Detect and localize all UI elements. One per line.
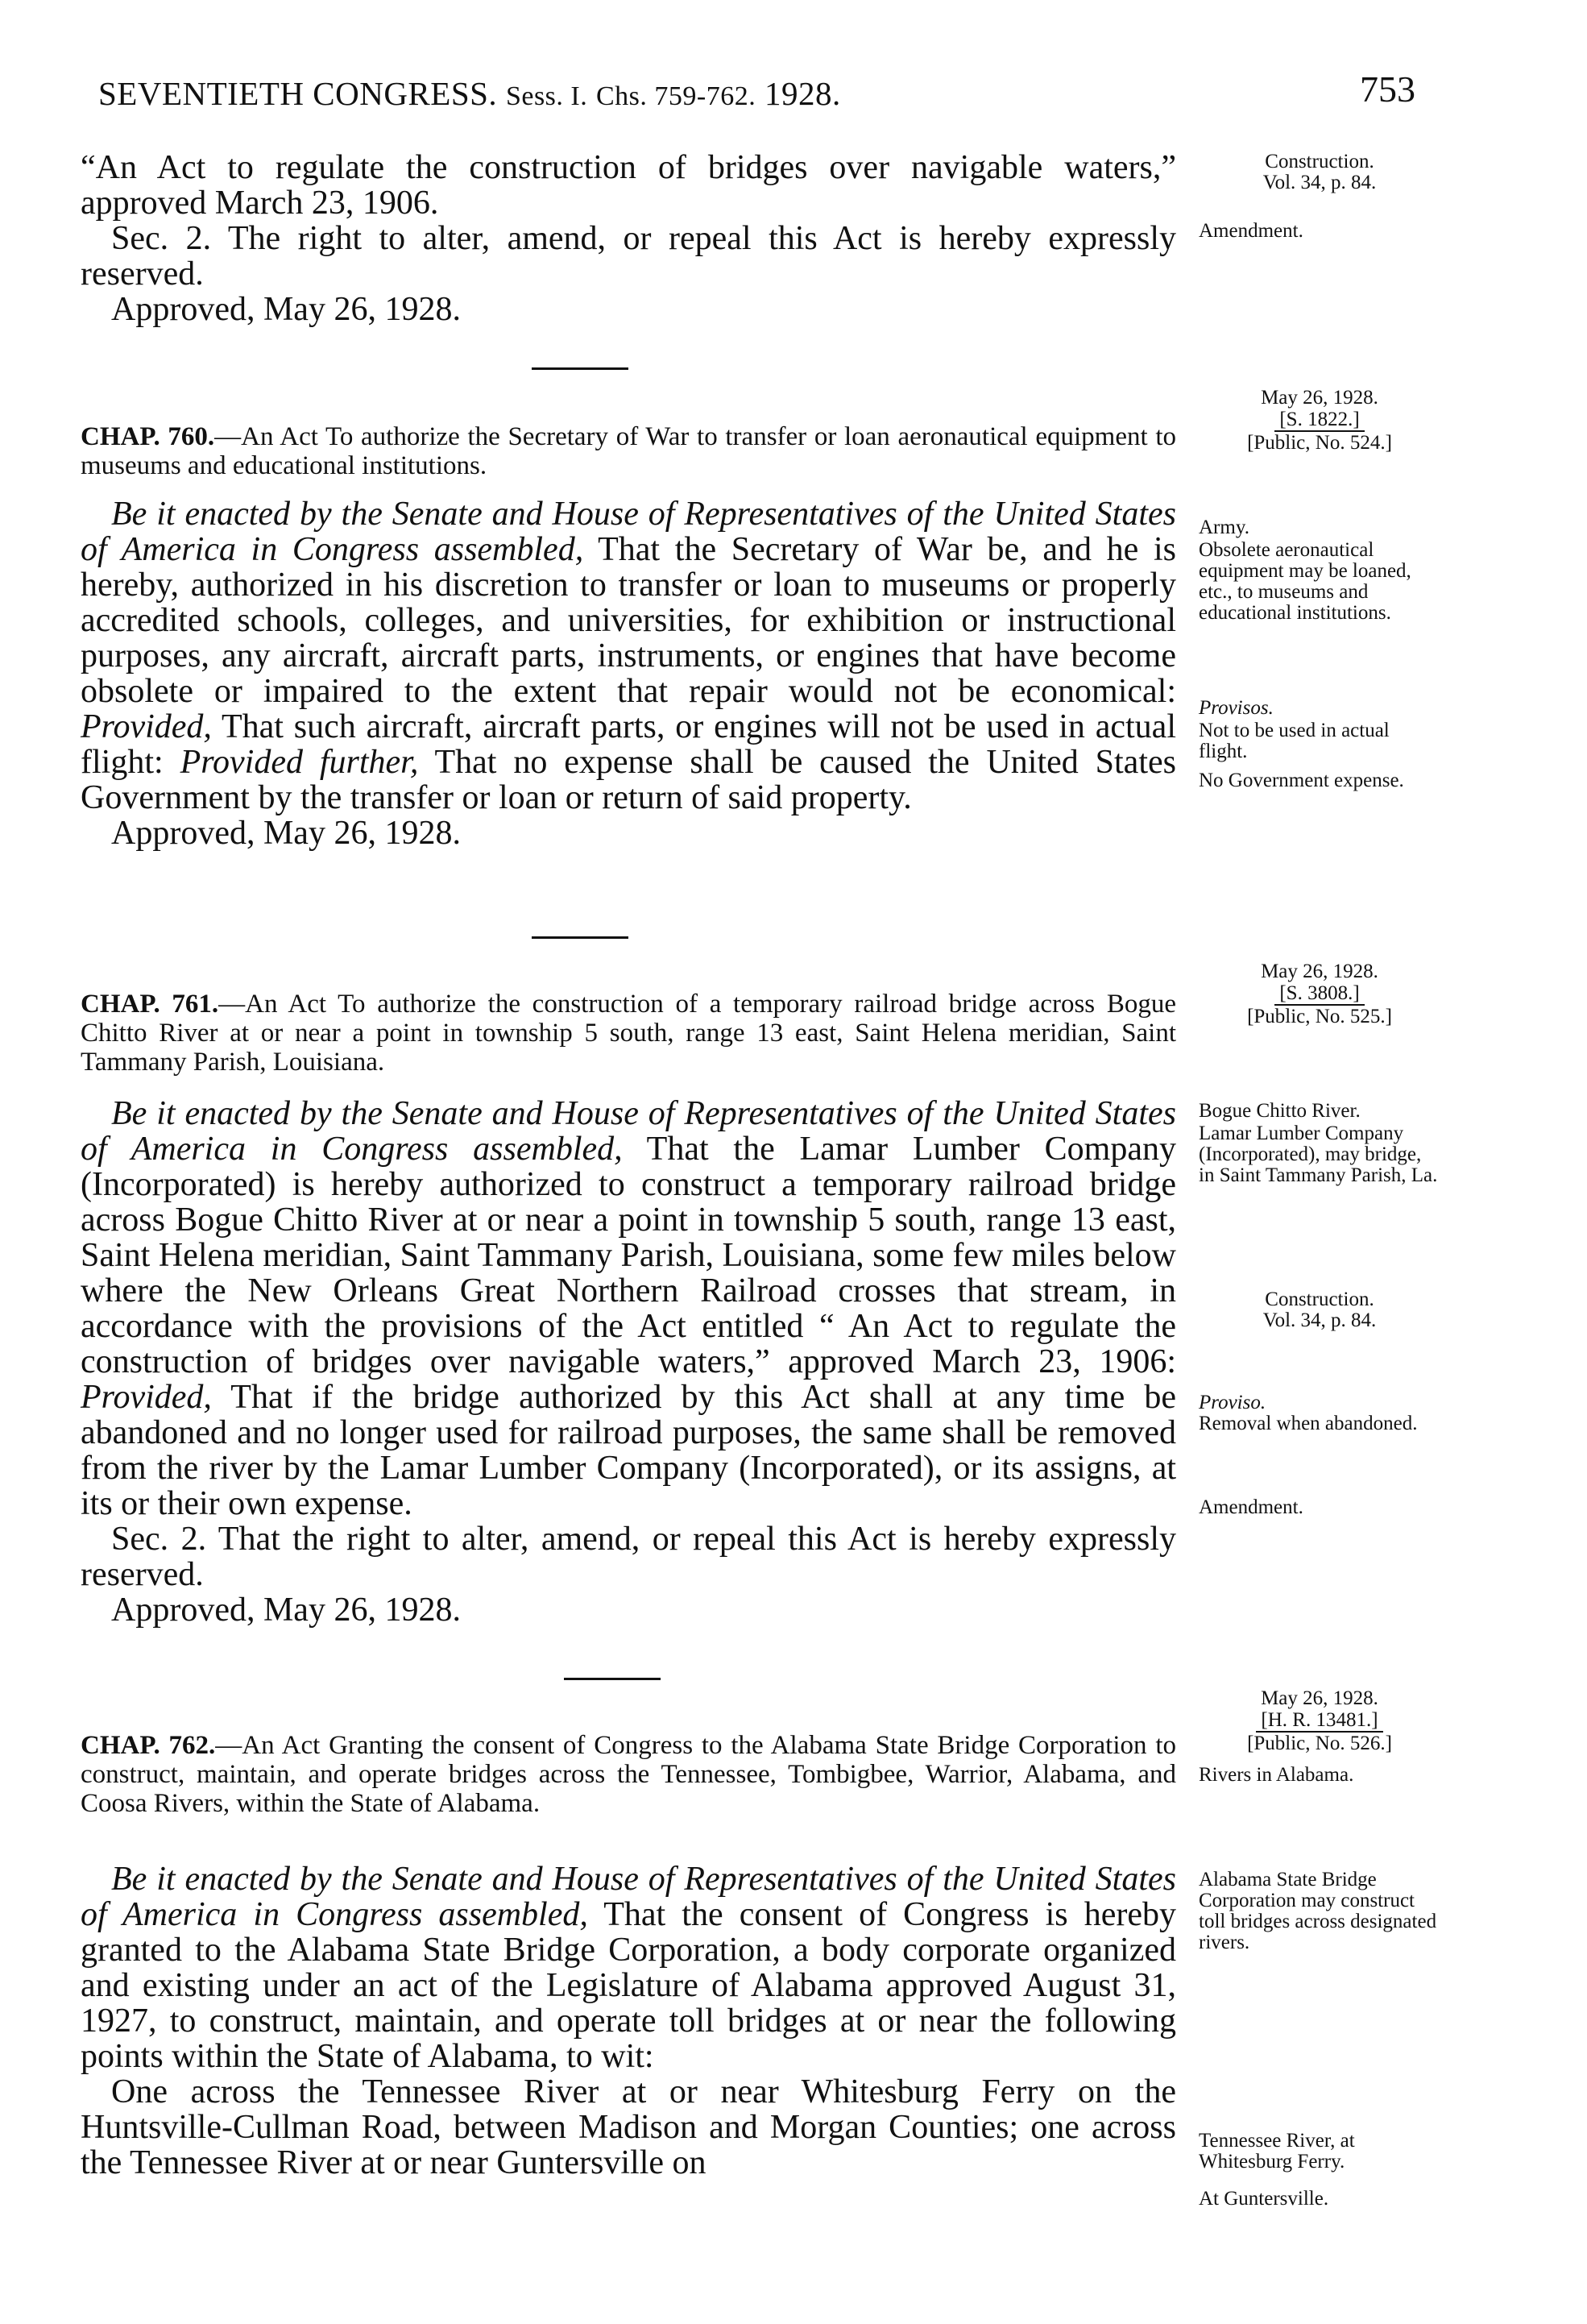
chap760-proviso-2: Provided further, — [180, 744, 419, 781]
chap761-enacting: Be it enacted by the Senate and House of Representatives of the United States of America in Congress assembled, — [81, 1095, 1176, 1168]
note-rivers: Rivers in Alabama. — [1199, 1764, 1354, 1786]
chap760-body: Be it enacted by the Senate and House of Representatives of the United States of America in Congress assembled, That the Secretary of War be, and he is hereby, authorized in his discretion to transfer or loan to museums or properly accredited schools, colleges, and universities, for exhibition or instructional purposes, any aircraft, aircraft parts, instruments, or engines that have become obsolete or impaired to the extent that repair would not be economical: Provided, That such aircraft, aircraft parts, or engines will not be used in actual flight: Provided further, That no expense shall be caused the United States Government by the transfer or loan or return of said property. Approved, May 26, 1928. — [81, 496, 1177, 852]
note-bogue: Bogue Chitto River. — [1199, 1100, 1361, 1122]
note-amendment-2: Amendment. — [1199, 1496, 1303, 1518]
chap762-body2: One across the Tennessee River at or near Whitesburg Ferry on the Huntsville-Cullman Road, between Madison and Morgan Counties; one across the Tennessee River at or near Guntersville on — [81, 2073, 1176, 2181]
chap761-bill: [S. 3808.] — [1274, 982, 1364, 1006]
note-lamar: Lamar Lumber Company (Incorporated), may bridge, in Saint Tammany Parish, La. — [1199, 1123, 1438, 1186]
chap761-sec2: Sec. 2. That the right to alter, amend, or repeal this Act is hereby expressly reserved. — [81, 1521, 1176, 1593]
chap761-title: —An Act To authorize the construction of a temporary railroad bridge across Bogue Chitto River at or near a point in township 5 south, range 13 east, Saint Helena meridian, Saint Tammany Parish, Louisiana. — [81, 990, 1176, 1077]
header-chapters: Chs. 759-762. — [595, 81, 756, 111]
note-proviso: Proviso. — [1199, 1392, 1266, 1413]
chap761-approved: Approved, May 26, 1928. — [111, 1592, 461, 1629]
chap761-dateblock — [1199, 961, 1440, 1027]
chap760-date: May 26, 1928. — [1261, 387, 1378, 409]
note-construction-1: Construction. Vol. 34, p. 84. — [1262, 151, 1377, 193]
chap762-public: [Public, No. 526.] — [1247, 1733, 1392, 1754]
note-army: Army. — [1199, 517, 1249, 538]
chap760-proviso-1: Provided, — [81, 708, 212, 745]
chap760-dateblock — [1199, 387, 1440, 454]
chap760-enacting: Be it enacted by the Senate and House of Representatives of the United States of America in Congress assembled, — [81, 496, 1176, 568]
note-alabama-corp: Alabama State Bridge Corporation may construct toll bridges across designated rivers. — [1199, 1869, 1437, 1953]
chap762-label: CHAP. 762. — [81, 1731, 216, 1760]
section-divider — [564, 1678, 661, 1680]
chap760-bill: [S. 1822.] — [1274, 409, 1364, 432]
continuation-text: “An Act to regulate the construction of bridges over navigable waters,” approved March 23, 1906. — [81, 149, 1176, 222]
chap762-body: Be it enacted by the Senate and House of Representatives of the United States of America in Congress assembled, That the consent of Congress is hereby granted to the Alabama State Bridge Corporation, a body corporate organized and existing under an act of the Legislature of Alabama approved August 31, 1927, to construct, maintain, and operate toll bridges at or near the following points within the State of Alabama, to wit: One across the Tennessee River at or near Whitesburg Ferry on the Huntsville-Cullman Road, between Madison and Morgan Counties; one across the Tennessee River at or near Guntersville on — [81, 1861, 1176, 2181]
note-amendment-1: Amendment. — [1199, 220, 1303, 242]
chap761-date: May 26, 1928. — [1261, 961, 1378, 982]
chap762-dateblock — [1199, 1687, 1440, 1754]
running-header — [98, 74, 841, 113]
continuation-sec2: Sec. 2. The right to alter, amend, or repeal this Act is hereby expressly reserved. — [81, 220, 1176, 293]
continuation-block — [81, 150, 1176, 327]
chap761-public: [Public, No. 525.] — [1247, 1006, 1392, 1027]
note-no-expense: No Government expense. — [1199, 770, 1404, 791]
chap761-heading — [81, 990, 1176, 1077]
header-congress: SEVENTIETH CONGRESS. — [98, 75, 498, 112]
note-provisos: Provisos. — [1199, 697, 1274, 719]
header-session: Sess. I. — [505, 81, 588, 111]
chap761-label: CHAP. 761. — [81, 990, 219, 1019]
chap760-approved: Approved, May 26, 1928. — [111, 815, 461, 852]
chap761-body: Be it enacted by the Senate and House of Representatives of the United States of America in Congress assembled, That the Lamar Lumber Company (Incorporated) is hereby authorized to construct a temporary railroad bridge across Bogue Chitto River at or near a point in township 5 south, range 13 east, Saint Helena meridian, Saint Tammany Parish, Louisiana, some few miles below where the New Orleans Great Northern Railroad crosses that stream, in accordance with the provisions of the Act entitled “ An Act to regulate the construction of bridges over navigable waters,” approved March 23, 1906: Provided, That if the bridge authorized by this Act shall at any time be abandoned and no longer used for railroad purposes, the same shall be removed from the river by the Lamar Lumber Company (Incorporated), or its assigns, at its or their own expense. Sec. 2. That the right to alter, amend, or repeal this Act is hereby expressly reserved. Approved, May 26, 1928. — [81, 1095, 1176, 1629]
chap762-heading — [81, 1731, 1176, 1818]
chap762-date: May 26, 1928. — [1261, 1687, 1378, 1709]
chap762-title: —An Act Granting the consent of Congress to the Alabama State Bridge Corporation to construct, maintain, and operate bridges across the Tennessee, Tombigbee, Warrior, Alabama, and Coosa Rivers, within the State of Alabama. — [81, 1731, 1176, 1818]
note-not-used: Not to be used in actual flight. — [1199, 720, 1390, 762]
note-obsolete: Obsolete aeronautical equipment may be loaned, etc., to museums and educational institutions. — [1199, 539, 1411, 624]
chap761-proviso: Provided, — [81, 1379, 212, 1416]
page-number: 753 — [1360, 68, 1415, 110]
note-construction-2: Construction. Vol. 34, p. 84. — [1262, 1289, 1377, 1331]
header-year: 1928. — [764, 75, 841, 112]
section-divider — [532, 367, 628, 370]
chap760-title: —An Act To authorize the Secretary of War to transfer or loan aeronautical equipment to museums and educational institutions. — [81, 422, 1176, 480]
chap760-label: CHAP. 760. — [81, 422, 215, 451]
chap762-bill: [H. R. 13481.] — [1256, 1709, 1382, 1733]
note-guntersville: At Guntersville. — [1199, 2188, 1329, 2210]
chap762-enacting: Be it enacted by the Senate and House of Representatives of the United States of America in Congress assembled, — [81, 1861, 1176, 1933]
section-divider — [532, 936, 628, 939]
note-removal: Removal when abandoned. — [1199, 1413, 1418, 1434]
chap760-public: [Public, No. 524.] — [1247, 432, 1392, 454]
note-tennessee: Tennessee River, at Whitesburg Ferry. — [1199, 2130, 1355, 2173]
chap760-heading — [81, 422, 1176, 480]
continuation-approved: Approved, May 26, 1928. — [111, 291, 461, 328]
